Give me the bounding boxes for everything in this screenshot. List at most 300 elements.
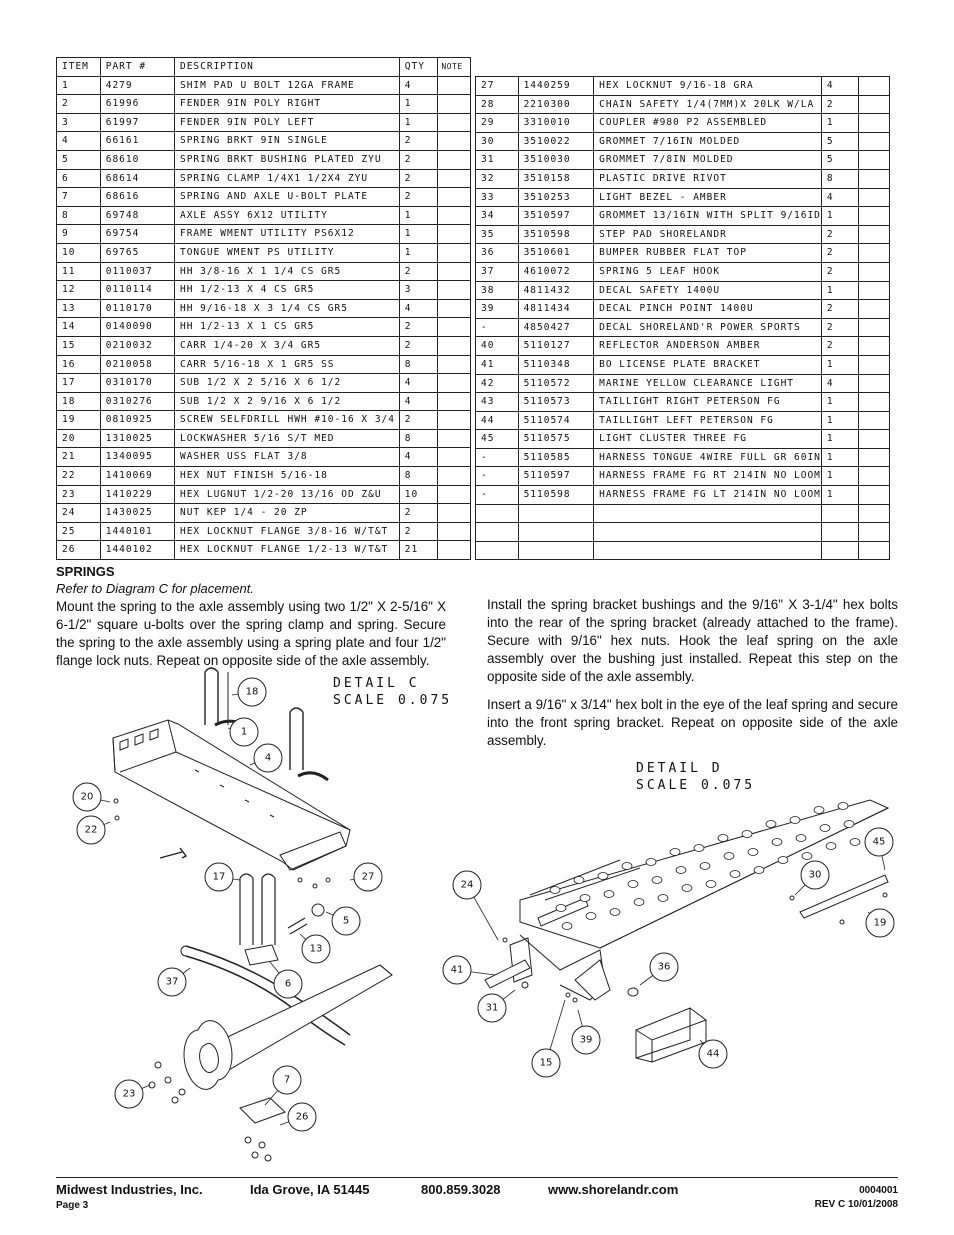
description-cell: SPRING 5 LEAF HOOK bbox=[594, 262, 822, 281]
qty-cell: 2 bbox=[821, 244, 859, 263]
description-cell: HARNESS FRAME FG RT 214IN NO LOOM bbox=[594, 467, 822, 486]
description-cell: FENDER 9IN POLY LEFT bbox=[174, 113, 399, 132]
item-cell: 30 bbox=[476, 132, 519, 151]
part-number-cell: 0210032 bbox=[100, 336, 174, 355]
description-cell: LIGHT BEZEL - AMBER bbox=[594, 188, 822, 207]
callout-label: 4 bbox=[264, 752, 272, 764]
callout-26 bbox=[280, 1103, 316, 1131]
part-number-cell: 5110348 bbox=[518, 355, 594, 374]
part-number-cell: 4610072 bbox=[518, 262, 594, 281]
step-hole bbox=[622, 863, 632, 870]
step-hole bbox=[796, 835, 806, 842]
item-cell: 7 bbox=[57, 188, 101, 207]
qty-cell: 2 bbox=[399, 150, 438, 169]
callout-label: 19 bbox=[873, 917, 887, 929]
item-cell: 15 bbox=[57, 336, 101, 355]
callout-label: 1 bbox=[240, 726, 248, 738]
qty-cell: 1 bbox=[821, 486, 859, 505]
item-cell: 5 bbox=[57, 150, 101, 169]
description-cell: SPRING CLAMP 1/4X1 1/2X4 ZYU bbox=[174, 169, 399, 188]
callout-23 bbox=[115, 1080, 150, 1108]
qty-cell: 1 bbox=[821, 411, 859, 430]
item-cell: 26 bbox=[57, 541, 101, 560]
description-cell: LIGHT CLUSTER THREE FG bbox=[594, 430, 822, 449]
item-cell: 25 bbox=[57, 522, 101, 541]
qty-cell: 1 bbox=[821, 281, 859, 300]
item-cell: 13 bbox=[57, 299, 101, 318]
step-hole bbox=[658, 895, 668, 902]
item-cell: 40 bbox=[476, 337, 519, 356]
step-hole bbox=[850, 839, 860, 846]
step-hole bbox=[634, 899, 644, 906]
item-cell: 45 bbox=[476, 430, 519, 449]
qty-cell: 4 bbox=[821, 77, 859, 96]
footer-website[interactable]: www.shorelandr.com bbox=[548, 1182, 679, 1197]
springs-paragraph-2: Install the spring bracket bushings and the 9/16" X 3-1/4" hex bolts into the rear of the spring bracket (already attached to the frame). Secure with 9/16" hex nuts. Hook the leaf spring on the axle assembly over the bushing just installed. Repeat this step on the opposite side of the axle assembly. bbox=[487, 597, 898, 684]
qty-cell: 1 bbox=[821, 207, 859, 226]
item-cell: 19 bbox=[57, 411, 101, 430]
footer-divider bbox=[56, 1177, 898, 1178]
step-hole bbox=[652, 877, 662, 884]
step-hole bbox=[586, 913, 596, 920]
callout-label: 20 bbox=[80, 791, 94, 803]
description-cell: CARR 5/16-18 X 1 GR5 SS bbox=[174, 355, 399, 374]
item-cell: 4 bbox=[57, 132, 101, 151]
item-cell: 24 bbox=[57, 504, 101, 523]
callout-label: 18 bbox=[245, 686, 259, 698]
callout-label: 39 bbox=[579, 1034, 593, 1046]
step-hole bbox=[670, 849, 680, 856]
qty-cell: 4 bbox=[399, 299, 438, 318]
item-cell: 38 bbox=[476, 281, 519, 300]
qty-cell: 2 bbox=[399, 522, 438, 541]
item-cell: 37 bbox=[476, 262, 519, 281]
qty-cell: 21 bbox=[399, 541, 438, 560]
callout-6 bbox=[270, 962, 302, 998]
step-hole bbox=[730, 871, 740, 878]
item-cell: 10 bbox=[57, 243, 101, 262]
callout-label: 31 bbox=[485, 1002, 499, 1014]
step-hole bbox=[610, 909, 620, 916]
qty-cell: 4 bbox=[399, 448, 438, 467]
part-number-cell: 1410229 bbox=[100, 485, 174, 504]
description-cell: CARR 1/4-20 X 3/4 GR5 bbox=[174, 336, 399, 355]
callout-22 bbox=[77, 816, 110, 844]
callout-label: 7 bbox=[283, 1074, 291, 1086]
header-description: DESCRIPTION bbox=[174, 58, 399, 77]
item-cell: 14 bbox=[57, 318, 101, 337]
description-cell: HEX LOCKNUT 9/16-18 GRA bbox=[594, 77, 822, 96]
item-cell: 21 bbox=[57, 448, 101, 467]
callout-13 bbox=[300, 934, 330, 963]
callout-label: 15 bbox=[539, 1057, 553, 1069]
description-cell: SPRING BRKT 9IN SINGLE bbox=[174, 132, 399, 151]
qty-cell: 8 bbox=[399, 429, 438, 448]
description-cell: DECAL PINCH POINT 1400U bbox=[594, 300, 822, 319]
qty-cell: 2 bbox=[821, 225, 859, 244]
part-number-cell: 1440102 bbox=[100, 541, 174, 560]
description-cell: PLASTIC DRIVE RIVOT bbox=[594, 169, 822, 188]
description-cell: REFLECTOR ANDERSON AMBER bbox=[594, 337, 822, 356]
header-part: PART # bbox=[100, 58, 174, 77]
step-hole bbox=[628, 881, 638, 888]
item-cell: 27 bbox=[476, 77, 519, 96]
callout-label: 23 bbox=[122, 1088, 136, 1100]
qty-cell: 2 bbox=[399, 188, 438, 207]
part-number-cell: 2210300 bbox=[518, 95, 594, 114]
item-cell: 33 bbox=[476, 188, 519, 207]
description-cell: HEX LUGNUT 1/2-20 13/16 OD Z&U bbox=[174, 485, 399, 504]
part-number-cell: 0310170 bbox=[100, 374, 174, 393]
part-number-cell: 3510597 bbox=[518, 207, 594, 226]
qty-cell: 2 bbox=[399, 262, 438, 281]
qty-cell: 2 bbox=[399, 132, 438, 151]
description-cell: CHAIN SAFETY 1/4(7MM)X 20LK W/LA bbox=[594, 95, 822, 114]
qty-cell: 4 bbox=[399, 392, 438, 411]
item-cell: 16 bbox=[57, 355, 101, 374]
step-hole bbox=[766, 821, 776, 828]
callout-label: 5 bbox=[342, 915, 350, 927]
item-cell: - bbox=[476, 467, 519, 486]
qty-cell: 3 bbox=[399, 281, 438, 300]
qty-cell: 1 bbox=[821, 393, 859, 412]
callout-39 bbox=[572, 1010, 600, 1054]
step-hole bbox=[826, 843, 836, 850]
item-cell: 42 bbox=[476, 374, 519, 393]
part-number-cell: 5110585 bbox=[518, 448, 594, 467]
part-number-cell: 1440101 bbox=[100, 522, 174, 541]
detail-d-scale: SCALE 0.075 bbox=[636, 778, 756, 793]
description-cell: STEP PAD SHORELANDR bbox=[594, 225, 822, 244]
step-hole bbox=[574, 877, 584, 884]
qty-cell: 2 bbox=[399, 336, 438, 355]
step-hole bbox=[814, 807, 824, 814]
item-cell: 1 bbox=[57, 76, 101, 95]
part-number-cell: 5110597 bbox=[518, 467, 594, 486]
callout-label: 26 bbox=[295, 1111, 309, 1123]
header-qty: QTY bbox=[399, 58, 438, 77]
part-number-cell: 69748 bbox=[100, 206, 174, 225]
step-hole bbox=[790, 817, 800, 824]
description-cell: LOCKWASHER 5/16 S/T MED bbox=[174, 429, 399, 448]
item-cell: 20 bbox=[57, 429, 101, 448]
qty-cell: 1 bbox=[821, 467, 859, 486]
description-cell: SUB 1/2 X 2 9/16 X 6 1/2 bbox=[174, 392, 399, 411]
description-cell: HH 1/2-13 X 4 CS GR5 bbox=[174, 281, 399, 300]
part-number-cell: 0310276 bbox=[100, 392, 174, 411]
part-number-cell: 3510598 bbox=[518, 225, 594, 244]
item-cell: 11 bbox=[57, 262, 101, 281]
part-number-cell: 68610 bbox=[100, 150, 174, 169]
description-cell: FRAME WMENT UTILITY PS6X12 bbox=[174, 225, 399, 244]
part-number-cell: 3510022 bbox=[518, 132, 594, 151]
description-cell: FENDER 9IN POLY RIGHT bbox=[174, 95, 399, 114]
item-cell: 22 bbox=[57, 467, 101, 486]
qty-cell: 5 bbox=[821, 151, 859, 170]
step-hole bbox=[700, 863, 710, 870]
step-hole bbox=[646, 859, 656, 866]
part-number-cell: 3510253 bbox=[518, 188, 594, 207]
qty-cell: 8 bbox=[399, 355, 438, 374]
qty-cell: 2 bbox=[821, 300, 859, 319]
item-cell: 43 bbox=[476, 393, 519, 412]
qty-cell: 2 bbox=[399, 411, 438, 430]
callout-label: 45 bbox=[872, 836, 886, 848]
item-cell: 8 bbox=[57, 206, 101, 225]
description-cell: TAILLIGHT RIGHT PETERSON FG bbox=[594, 393, 822, 412]
item-cell: 18 bbox=[57, 392, 101, 411]
qty-cell: 8 bbox=[821, 169, 859, 188]
part-number-cell: 0110114 bbox=[100, 281, 174, 300]
item-cell: 34 bbox=[476, 207, 519, 226]
callout-18 bbox=[232, 678, 266, 706]
callout-label: 44 bbox=[706, 1048, 720, 1060]
qty-cell: 1 bbox=[399, 206, 438, 225]
part-number-cell: 4279 bbox=[100, 76, 174, 95]
description-cell: HH 3/8-16 X 1 1/4 CS GR5 bbox=[174, 262, 399, 281]
callout-label: 41 bbox=[450, 964, 464, 976]
part-number-cell: 69765 bbox=[100, 243, 174, 262]
part-number-cell: 5110127 bbox=[518, 337, 594, 356]
step-hole bbox=[748, 849, 758, 856]
step-hole bbox=[604, 891, 614, 898]
part-number-cell: 0110170 bbox=[100, 299, 174, 318]
qty-cell: 2 bbox=[821, 262, 859, 281]
callout-label: 30 bbox=[808, 869, 822, 881]
callout-label: 6 bbox=[284, 978, 292, 990]
part-number-cell: 0210058 bbox=[100, 355, 174, 374]
detail-c-title: DETAIL C bbox=[333, 676, 420, 691]
step-hole bbox=[844, 821, 854, 828]
step-hole bbox=[772, 839, 782, 846]
step-hole bbox=[802, 853, 812, 860]
part-number-cell: 3510601 bbox=[518, 244, 594, 263]
description-cell: HEX NUT FINISH 5/16-18 bbox=[174, 467, 399, 486]
qty-cell: 2 bbox=[399, 504, 438, 523]
part-number-cell: 3510030 bbox=[518, 151, 594, 170]
step-hole bbox=[778, 857, 788, 864]
part-number-cell: 1340095 bbox=[100, 448, 174, 467]
step-hole bbox=[556, 905, 566, 912]
step-hole bbox=[682, 885, 692, 892]
header-note: NOTE bbox=[438, 58, 471, 77]
step-hole bbox=[742, 831, 752, 838]
description-cell: NUT KEP 1/4 - 20 ZP bbox=[174, 504, 399, 523]
qty-cell: 4 bbox=[821, 188, 859, 207]
part-number-cell: 5110598 bbox=[518, 486, 594, 505]
description-cell: GROMMET 13/16IN WITH SPLIT 9/16ID bbox=[594, 207, 822, 226]
description-cell: SHIM PAD U BOLT 12GA FRAME bbox=[174, 76, 399, 95]
description-cell: COUPLER #980 P2 ASSEMBLED bbox=[594, 114, 822, 133]
description-cell: MARINE YELLOW CLEARANCE LIGHT bbox=[594, 374, 822, 393]
part-number-cell: 68614 bbox=[100, 169, 174, 188]
part-number-cell: 1410069 bbox=[100, 467, 174, 486]
callout-17 bbox=[205, 863, 240, 891]
part-number-cell: 4811434 bbox=[518, 300, 594, 319]
callout-label: 27 bbox=[361, 871, 375, 883]
part-number-cell: 4850427 bbox=[518, 318, 594, 337]
part-number-cell: 61996 bbox=[100, 95, 174, 114]
part-number-cell: 1430025 bbox=[100, 504, 174, 523]
footer-page-number: Page 3 bbox=[56, 1200, 89, 1211]
qty-cell: 1 bbox=[821, 448, 859, 467]
callout-label: 13 bbox=[309, 943, 323, 955]
part-number-cell: 0110037 bbox=[100, 262, 174, 281]
qty-cell: 8 bbox=[399, 467, 438, 486]
detail-d-drawing bbox=[485, 800, 888, 1062]
springs-reference: Refer to Diagram C for placement. bbox=[56, 581, 254, 596]
item-cell: 44 bbox=[476, 411, 519, 430]
footer-company: Midwest Industries, Inc. bbox=[56, 1182, 203, 1197]
part-number-cell: 5110574 bbox=[518, 411, 594, 430]
part-number-cell: 3510158 bbox=[518, 169, 594, 188]
item-cell: 41 bbox=[476, 355, 519, 374]
description-cell: SUB 1/2 X 2 5/16 X 6 1/2 bbox=[174, 374, 399, 393]
part-number-cell: 3310010 bbox=[518, 114, 594, 133]
step-hole bbox=[550, 887, 560, 894]
qty-cell: 1 bbox=[399, 95, 438, 114]
qty-cell: 2 bbox=[399, 318, 438, 337]
item-cell: - bbox=[476, 486, 519, 505]
callout-label: 22 bbox=[84, 824, 98, 836]
item-cell: 12 bbox=[57, 281, 101, 300]
item-cell: - bbox=[476, 318, 519, 337]
part-number-cell: 68616 bbox=[100, 188, 174, 207]
item-cell: 29 bbox=[476, 114, 519, 133]
item-cell: 39 bbox=[476, 300, 519, 319]
qty-cell: 2 bbox=[821, 95, 859, 114]
callout-label: 37 bbox=[165, 976, 179, 988]
description-cell: BO LICENSE PLATE BRACKET bbox=[594, 355, 822, 374]
footer-city: Ida Grove, IA 51445 bbox=[250, 1182, 370, 1197]
item-cell: 31 bbox=[476, 151, 519, 170]
callout-7 bbox=[265, 1066, 301, 1105]
part-number-cell: 61997 bbox=[100, 113, 174, 132]
description-cell: HH 1/2-13 X 1 CS GR5 bbox=[174, 318, 399, 337]
step-hole bbox=[562, 923, 572, 930]
description-cell: HH 9/16-18 X 3 1/4 CS GR5 bbox=[174, 299, 399, 318]
item-cell: 28 bbox=[476, 95, 519, 114]
qty-cell: 1 bbox=[821, 355, 859, 374]
step-hole bbox=[694, 845, 704, 852]
qty-cell: 1 bbox=[399, 113, 438, 132]
part-number-cell: 5110575 bbox=[518, 430, 594, 449]
item-cell: 6 bbox=[57, 169, 101, 188]
item-cell: 2 bbox=[57, 95, 101, 114]
description-cell: GROMMET 7/8IN MOLDED bbox=[594, 151, 822, 170]
callout-label: 24 bbox=[460, 879, 474, 891]
description-cell: HEX LOCKNUT FLANGE 3/8-16 W/T&T bbox=[174, 522, 399, 541]
qty-cell: 2 bbox=[821, 318, 859, 337]
step-hole bbox=[580, 895, 590, 902]
step-hole bbox=[754, 867, 764, 874]
springs-paragraph-1: Mount the spring to the axle assembly using two 1/2" X 2-5/16" X 6-1/2" square u-bolts over the spring clamp and spring. Secure the spring to the axle assembly using a spring plate and four 1/2" flange lock nuts. Repeat on opposite side of the axle assembly. bbox=[56, 599, 446, 668]
springs-heading: SPRINGS bbox=[56, 564, 115, 579]
item-cell: - bbox=[476, 448, 519, 467]
detail-d-title: DETAIL D bbox=[636, 761, 723, 776]
part-number-cell: 5110572 bbox=[518, 374, 594, 393]
callout-20 bbox=[73, 783, 110, 811]
callout-27 bbox=[350, 863, 382, 891]
callout-31 bbox=[478, 990, 515, 1022]
callout-15 bbox=[532, 1000, 565, 1077]
callout-label: 17 bbox=[212, 871, 226, 883]
qty-cell: 10 bbox=[399, 485, 438, 504]
description-cell: HARNESS TONGUE 4WIRE FULL GR 60IN bbox=[594, 448, 822, 467]
description-cell: WASHER USS FLAT 3/8 bbox=[174, 448, 399, 467]
description-cell: AXLE ASSY 6X12 UTILITY bbox=[174, 206, 399, 225]
item-cell: 23 bbox=[57, 485, 101, 504]
part-number-cell: 0140090 bbox=[100, 318, 174, 337]
part-number-cell: 66161 bbox=[100, 132, 174, 151]
description-cell: SCREW SELFDRILL HWH #10-16 X 3/4 bbox=[174, 411, 399, 430]
callout-19 bbox=[866, 909, 894, 937]
qty-cell: 4 bbox=[821, 374, 859, 393]
qty-cell: 4 bbox=[399, 76, 438, 95]
step-hole bbox=[718, 835, 728, 842]
description-cell: HEX LOCKNUT FLANGE 1/2-13 W/T&T bbox=[174, 541, 399, 560]
footer-doc-number: 0004001 bbox=[859, 1185, 898, 1196]
callout-5 bbox=[326, 907, 360, 935]
detail-c-scale: SCALE 0.075 bbox=[333, 693, 453, 708]
step-hole bbox=[838, 803, 848, 810]
part-number-cell: 69754 bbox=[100, 225, 174, 244]
part-number-cell: 5110573 bbox=[518, 393, 594, 412]
callout-36 bbox=[640, 953, 678, 985]
callout-4 bbox=[250, 744, 282, 772]
part-number-cell: 0810925 bbox=[100, 411, 174, 430]
footer-revision: REV C 10/01/2008 bbox=[814, 1199, 898, 1210]
step-hole bbox=[724, 853, 734, 860]
step-hole bbox=[706, 881, 716, 888]
qty-cell: 2 bbox=[399, 169, 438, 188]
description-cell: DECAL SHORELAND'R POWER SPORTS bbox=[594, 318, 822, 337]
qty-cell: 4 bbox=[399, 374, 438, 393]
part-number-cell: 1310025 bbox=[100, 429, 174, 448]
callout-37 bbox=[158, 968, 190, 996]
qty-cell: 2 bbox=[821, 337, 859, 356]
springs-paragraph-3: Insert a 9/16" x 3/14" hex bolt in the eye of the leaf spring and secure into the front spring bracket. Repeat on opposite side of the axle assembly. bbox=[487, 697, 898, 748]
callout-24 bbox=[453, 871, 498, 940]
description-cell: HARNESS FRAME FG LT 214IN NO LOOM bbox=[594, 486, 822, 505]
item-cell: 9 bbox=[57, 225, 101, 244]
qty-cell: 1 bbox=[399, 243, 438, 262]
description-cell: SPRING AND AXLE U-BOLT PLATE bbox=[174, 188, 399, 207]
part-number-cell: 4811432 bbox=[518, 281, 594, 300]
qty-cell: 5 bbox=[821, 132, 859, 151]
callout-label: 36 bbox=[657, 961, 671, 973]
header-item: ITEM bbox=[57, 58, 101, 77]
qty-cell: 1 bbox=[821, 114, 859, 133]
qty-cell: 1 bbox=[399, 225, 438, 244]
callout-44 bbox=[699, 1040, 727, 1068]
description-cell: TONGUE WMENT PS UTILITY bbox=[174, 243, 399, 262]
item-cell: 35 bbox=[476, 225, 519, 244]
qty-cell: 1 bbox=[821, 430, 859, 449]
item-cell: 3 bbox=[57, 113, 101, 132]
step-hole bbox=[598, 873, 608, 880]
callout-45 bbox=[865, 828, 893, 870]
description-cell: DECAL SAFETY 1400U bbox=[594, 281, 822, 300]
description-cell: TAILLIGHT LEFT PETERSON FG bbox=[594, 411, 822, 430]
description-cell: SPRING BRKT BUSHING PLATED ZYU bbox=[174, 150, 399, 169]
footer-phone: 800.859.3028 bbox=[421, 1182, 501, 1197]
item-cell: 36 bbox=[476, 244, 519, 263]
part-number-cell: 1440259 bbox=[518, 77, 594, 96]
callout-30 bbox=[795, 861, 829, 895]
description-cell: BUMPER RUBBER FLAT TOP bbox=[594, 244, 822, 263]
step-hole bbox=[676, 867, 686, 874]
